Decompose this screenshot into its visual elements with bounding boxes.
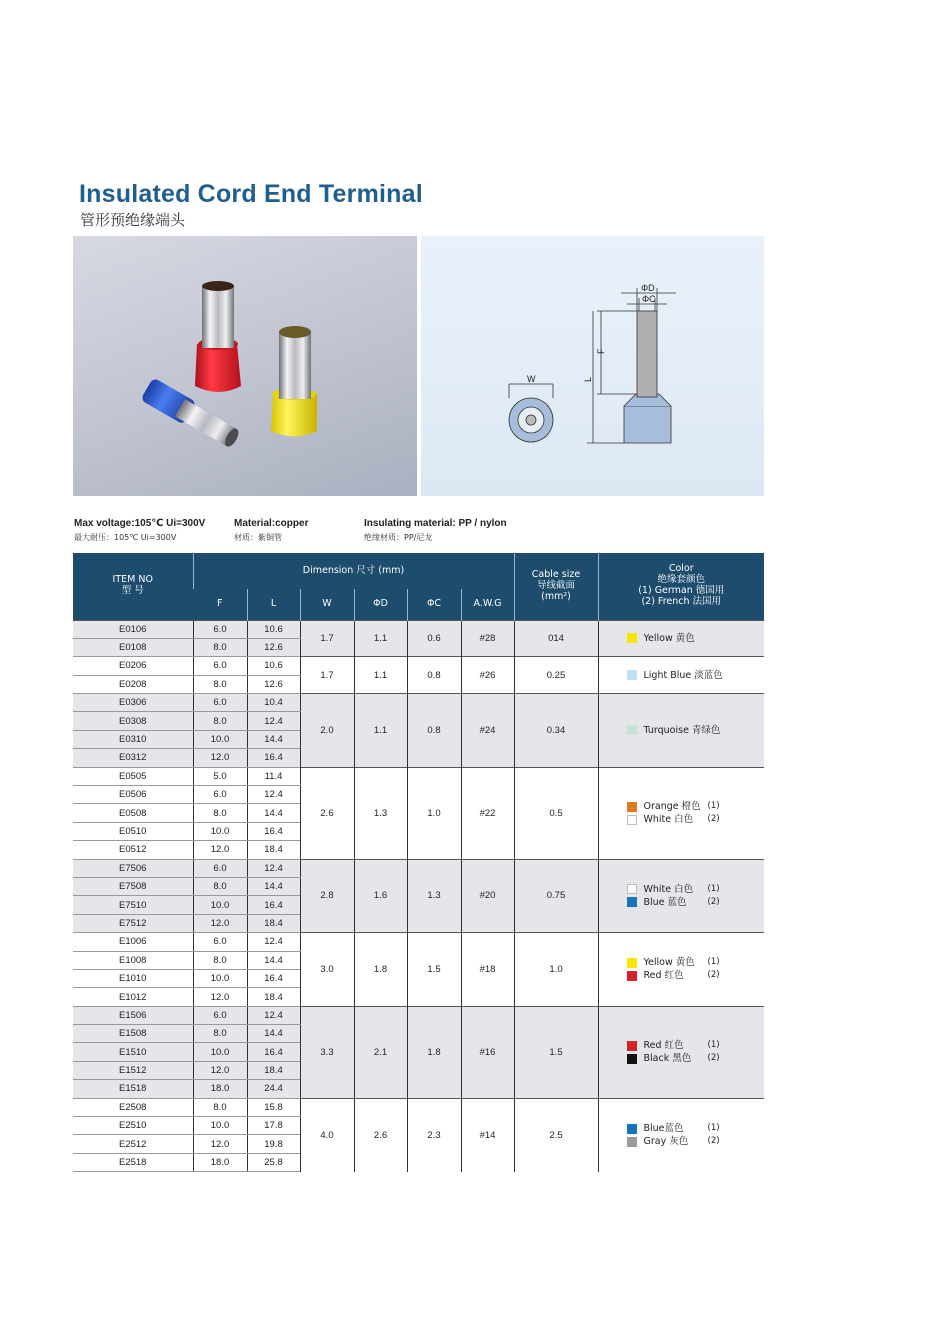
- item-no-cell: E0208: [73, 675, 193, 693]
- item-no-cell: E0505: [73, 767, 193, 785]
- l-cell: 12.4: [247, 859, 300, 877]
- l-cell: 11.4: [247, 767, 300, 785]
- l-cell: 18.4: [247, 914, 300, 932]
- spec-voltage-cn: 最大耐压：105℃ Ui=300V: [74, 533, 177, 542]
- cable-size-cell: 0.5: [514, 767, 598, 859]
- l-cell: 18.4: [247, 1061, 300, 1079]
- l-cell: 14.4: [247, 804, 300, 822]
- item-no-cell: E0108: [73, 638, 193, 656]
- header-item-cn: 型 号: [121, 585, 144, 597]
- color-code: (1): [707, 883, 720, 894]
- header-col-l: L: [247, 589, 300, 620]
- label-l: L: [583, 376, 593, 382]
- color-name: Light Blue 淡蓝色: [643, 669, 723, 681]
- f-cell: 12.0: [193, 749, 247, 767]
- table-row: [73, 767, 764, 785]
- l-cell: 24.4: [247, 1080, 300, 1098]
- header-item-en: ITEM NO: [112, 574, 153, 586]
- color-name: Turquoise 青绿色: [643, 724, 721, 736]
- f-cell: 12.0: [193, 1061, 247, 1079]
- f-cell: 10.0: [193, 1117, 247, 1135]
- w-cell: 3.3: [300, 1006, 354, 1098]
- header-color-2: (2) French 法国用: [641, 596, 722, 608]
- awg-cell: #22: [461, 767, 514, 859]
- l-cell: 12.4: [247, 1006, 300, 1024]
- color-swatch: [627, 802, 637, 812]
- l-cell: 17.8: [247, 1117, 300, 1135]
- cable-size-cell: 0.34: [514, 694, 598, 768]
- page-subtitle: 管形预绝缘端头: [80, 211, 186, 229]
- color-entry: [627, 800, 765, 813]
- item-no-cell: E0308: [73, 712, 193, 730]
- f-cell: 8.0: [193, 1025, 247, 1043]
- table-row: [73, 620, 764, 638]
- color-entry: [627, 969, 765, 982]
- cable-size-cell: 1.0: [514, 933, 598, 1007]
- l-cell: 18.4: [247, 841, 300, 859]
- color-name: Yellow 黄色: [643, 632, 695, 644]
- l-cell: 18.4: [247, 988, 300, 1006]
- awg-cell: #16: [461, 1006, 514, 1098]
- item-no-cell: E1510: [73, 1043, 193, 1061]
- phi-d-cell: 1.1: [354, 657, 407, 694]
- item-no-cell: E0506: [73, 786, 193, 804]
- color-code: (2): [707, 970, 720, 981]
- cable-size-cell: 014: [514, 620, 598, 657]
- table-row: [73, 1006, 764, 1024]
- item-no-cell: E0310: [73, 730, 193, 748]
- l-cell: 12.4: [247, 933, 300, 951]
- phi-d-cell: 2.6: [354, 1098, 407, 1172]
- item-no-cell: E1506: [73, 1006, 193, 1024]
- awg-cell: #24: [461, 694, 514, 768]
- f-cell: 10.0: [193, 822, 247, 840]
- phi-d-cell: 1.3: [354, 767, 407, 859]
- header-color: [598, 553, 764, 620]
- header-cable-unit: (mm²): [541, 590, 571, 602]
- table-row: [73, 694, 764, 712]
- l-cell: 12.4: [247, 786, 300, 804]
- item-no-cell: E7506: [73, 859, 193, 877]
- dimension-drawing-svg: [421, 236, 764, 496]
- item-no-cell: E7512: [73, 914, 193, 932]
- item-no-cell: E0508: [73, 804, 193, 822]
- spec-table-body: [73, 620, 764, 1172]
- color-code: (2): [707, 896, 720, 907]
- l-cell: 16.4: [247, 969, 300, 987]
- phi-d-cell: 1.8: [354, 933, 407, 1007]
- color-cell: [598, 657, 764, 694]
- l-cell: 14.4: [247, 730, 300, 748]
- f-cell: 8.0: [193, 638, 247, 656]
- spec-insulation-cn: 绝缘材质：PP/尼龙: [364, 533, 433, 542]
- color-swatch: [627, 1124, 637, 1134]
- f-cell: 6.0: [193, 859, 247, 877]
- color-swatch: [627, 1054, 637, 1064]
- color-swatch: [627, 1041, 637, 1051]
- color-name: Black 黑色: [643, 1053, 692, 1065]
- l-cell: 15.8: [247, 1098, 300, 1116]
- item-no-cell: E1518: [73, 1080, 193, 1098]
- spec-table: [73, 553, 764, 1172]
- spec-insulation: [364, 518, 507, 543]
- spec-material: [234, 518, 308, 543]
- table-row: [73, 933, 764, 951]
- awg-cell: #20: [461, 859, 514, 933]
- f-cell: 6.0: [193, 657, 247, 675]
- phi-d-cell: 1.1: [354, 620, 407, 657]
- item-no-cell: E0312: [73, 749, 193, 767]
- f-cell: 12.0: [193, 841, 247, 859]
- color-entry: [627, 1135, 765, 1148]
- l-cell: 12.4: [247, 712, 300, 730]
- f-cell: 18.0: [193, 1080, 247, 1098]
- item-no-cell: E1508: [73, 1025, 193, 1043]
- header-col-phi-c: ΦC: [407, 589, 461, 620]
- color-cell: [598, 1006, 764, 1098]
- page-title: Insulated Cord End Terminal: [79, 180, 423, 208]
- color-swatch: [627, 815, 637, 825]
- l-cell: 10.6: [247, 657, 300, 675]
- item-no-cell: E7508: [73, 877, 193, 895]
- f-cell: 8.0: [193, 951, 247, 969]
- f-cell: 12.0: [193, 988, 247, 1006]
- f-cell: 10.0: [193, 730, 247, 748]
- header-col-awg: A.W.G: [461, 589, 514, 620]
- header-color-en: Color: [668, 563, 694, 575]
- header-col-f: F: [193, 589, 247, 620]
- item-no-cell: E2518: [73, 1153, 193, 1171]
- color-name: White 白色: [643, 883, 694, 895]
- awg-cell: #26: [461, 657, 514, 694]
- color-entry: [627, 1122, 765, 1135]
- spec-voltage-en: Max voltage:105℃ Ui=300V: [74, 518, 206, 529]
- color-code: (1): [707, 801, 720, 812]
- l-cell: 14.4: [247, 1025, 300, 1043]
- label-f: F: [596, 348, 606, 354]
- phi-c-cell: 2.3: [407, 1098, 461, 1172]
- phi-c-cell: 1.3: [407, 859, 461, 933]
- color-name: Blue蓝色: [643, 1123, 684, 1135]
- f-cell: 12.0: [193, 1135, 247, 1153]
- spec-material-en: Material:copper: [234, 518, 309, 529]
- w-cell: 2.6: [300, 767, 354, 859]
- f-cell: 8.0: [193, 675, 247, 693]
- color-code: (2): [707, 814, 720, 825]
- item-no-cell: E2508: [73, 1098, 193, 1116]
- header-dimension: Dimension 尺寸 (mm): [193, 553, 514, 589]
- header-col-w: W: [300, 589, 354, 620]
- item-no-cell: E1010: [73, 969, 193, 987]
- awg-cell: #28: [461, 620, 514, 657]
- f-cell: 6.0: [193, 1006, 247, 1024]
- w-cell: 3.0: [300, 933, 354, 1007]
- color-cell: [598, 933, 764, 1007]
- color-entry: [627, 632, 765, 645]
- color-entry: [627, 956, 765, 969]
- color-swatch: [627, 884, 637, 894]
- color-swatch: [627, 971, 637, 981]
- item-no-cell: E0510: [73, 822, 193, 840]
- technical-drawing: [421, 236, 764, 496]
- header-color-cn: 绝缘套颜色: [657, 574, 705, 586]
- item-no-cell: E0512: [73, 841, 193, 859]
- label-w: W: [527, 374, 536, 384]
- l-cell: 10.6: [247, 620, 300, 638]
- item-no-cell: E0106: [73, 620, 193, 638]
- l-cell: 14.4: [247, 951, 300, 969]
- color-entry: [627, 724, 765, 737]
- spec-insulation-en: Insulating material: PP / nylon: [364, 518, 507, 529]
- color-cell: [598, 1098, 764, 1172]
- color-swatch: [627, 725, 637, 735]
- label-phi-d: ΦD: [641, 283, 655, 293]
- color-name: Red 红色: [643, 970, 684, 982]
- item-no-cell: E2510: [73, 1117, 193, 1135]
- color-name: Gray 灰色: [643, 1136, 689, 1148]
- header-cable-en: Cable size: [531, 568, 581, 580]
- phi-c-cell: 1.5: [407, 933, 461, 1007]
- color-swatch: [627, 633, 637, 643]
- color-entry: [627, 896, 765, 909]
- table-row: [73, 859, 764, 877]
- f-cell: 6.0: [193, 933, 247, 951]
- awg-cell: #18: [461, 933, 514, 1007]
- color-swatch: [627, 897, 637, 907]
- cable-size-cell: 2.5: [514, 1098, 598, 1172]
- header-col-phi-d: ΦD: [354, 589, 407, 620]
- f-cell: 10.0: [193, 896, 247, 914]
- f-cell: 8.0: [193, 1098, 247, 1116]
- l-cell: 12.6: [247, 638, 300, 656]
- header-cable-cn: 导线截面: [536, 579, 575, 591]
- l-cell: 16.4: [247, 1043, 300, 1061]
- w-cell: 1.7: [300, 657, 354, 694]
- color-entry: [627, 1039, 765, 1052]
- label-phi-c: ΦC: [642, 294, 656, 304]
- phi-d-cell: 1.6: [354, 859, 407, 933]
- l-cell: 16.4: [247, 822, 300, 840]
- product-photo: [73, 236, 417, 496]
- item-no-cell: E1008: [73, 951, 193, 969]
- table-row: [73, 1098, 764, 1116]
- f-cell: 6.0: [193, 786, 247, 804]
- color-name: White 白色: [643, 814, 694, 826]
- header-cable-size: [514, 553, 598, 620]
- color-name: Orange 橙色: [643, 801, 701, 813]
- f-cell: 5.0: [193, 767, 247, 785]
- color-name: Red 红色: [643, 1040, 684, 1052]
- f-cell: 8.0: [193, 712, 247, 730]
- f-cell: 10.0: [193, 1043, 247, 1061]
- cable-size-cell: 0.25: [514, 657, 598, 694]
- red-terminal: [195, 281, 241, 392]
- l-cell: 16.4: [247, 896, 300, 914]
- w-cell: 1.7: [300, 620, 354, 657]
- l-cell: 10.4: [247, 694, 300, 712]
- color-entry: [627, 813, 765, 826]
- color-code: (2): [707, 1136, 720, 1147]
- item-no-cell: E1006: [73, 933, 193, 951]
- color-cell: [598, 694, 764, 768]
- cable-size-cell: 0.75: [514, 859, 598, 933]
- color-swatch: [627, 1137, 637, 1147]
- phi-d-cell: 2.1: [354, 1006, 407, 1098]
- f-cell: 8.0: [193, 804, 247, 822]
- color-swatch: [627, 958, 637, 968]
- table-row: [73, 657, 764, 675]
- phi-c-cell: 1.8: [407, 1006, 461, 1098]
- w-cell: 4.0: [300, 1098, 354, 1172]
- l-cell: 12.6: [247, 675, 300, 693]
- l-cell: 14.4: [247, 877, 300, 895]
- f-cell: 6.0: [193, 620, 247, 638]
- color-code: (1): [707, 1040, 720, 1051]
- spec-voltage: [74, 518, 205, 543]
- header-item-no: [73, 553, 193, 620]
- item-no-cell: E1012: [73, 988, 193, 1006]
- color-entry: [627, 1052, 765, 1065]
- f-cell: 8.0: [193, 877, 247, 895]
- l-cell: 25.8: [247, 1153, 300, 1171]
- color-cell: [598, 859, 764, 933]
- f-cell: 6.0: [193, 694, 247, 712]
- spec-material-cn: 材质：紫铜管: [234, 533, 282, 542]
- item-no-cell: E7510: [73, 896, 193, 914]
- l-cell: 19.8: [247, 1135, 300, 1153]
- color-cell: [598, 620, 764, 657]
- color-name: Blue 蓝色: [643, 896, 687, 908]
- cable-size-cell: 1.5: [514, 1006, 598, 1098]
- item-no-cell: E1512: [73, 1061, 193, 1079]
- w-cell: 2.0: [300, 694, 354, 768]
- awg-cell: #14: [461, 1098, 514, 1172]
- color-swatch: [627, 670, 637, 680]
- terminals-photo-illustration: [73, 236, 417, 496]
- f-cell: 12.0: [193, 914, 247, 932]
- f-cell: 18.0: [193, 1153, 247, 1171]
- color-name: Yellow 黄色: [643, 957, 695, 969]
- phi-c-cell: 0.8: [407, 694, 461, 768]
- f-cell: 10.0: [193, 969, 247, 987]
- color-cell: [598, 767, 764, 859]
- phi-c-cell: 1.0: [407, 767, 461, 859]
- phi-c-cell: 0.8: [407, 657, 461, 694]
- item-no-cell: E2512: [73, 1135, 193, 1153]
- yellow-terminal: [271, 326, 317, 437]
- header-color-1: (1) German 德国用: [638, 585, 725, 597]
- color-code: (1): [707, 957, 720, 968]
- color-entry: [627, 669, 765, 682]
- color-code: (1): [707, 1123, 720, 1134]
- phi-d-cell: 1.1: [354, 694, 407, 768]
- item-no-cell: E0206: [73, 657, 193, 675]
- color-code: (2): [707, 1053, 720, 1064]
- l-cell: 16.4: [247, 749, 300, 767]
- phi-c-cell: 0.6: [407, 620, 461, 657]
- w-cell: 2.8: [300, 859, 354, 933]
- color-entry: [627, 883, 765, 896]
- item-no-cell: E0306: [73, 694, 193, 712]
